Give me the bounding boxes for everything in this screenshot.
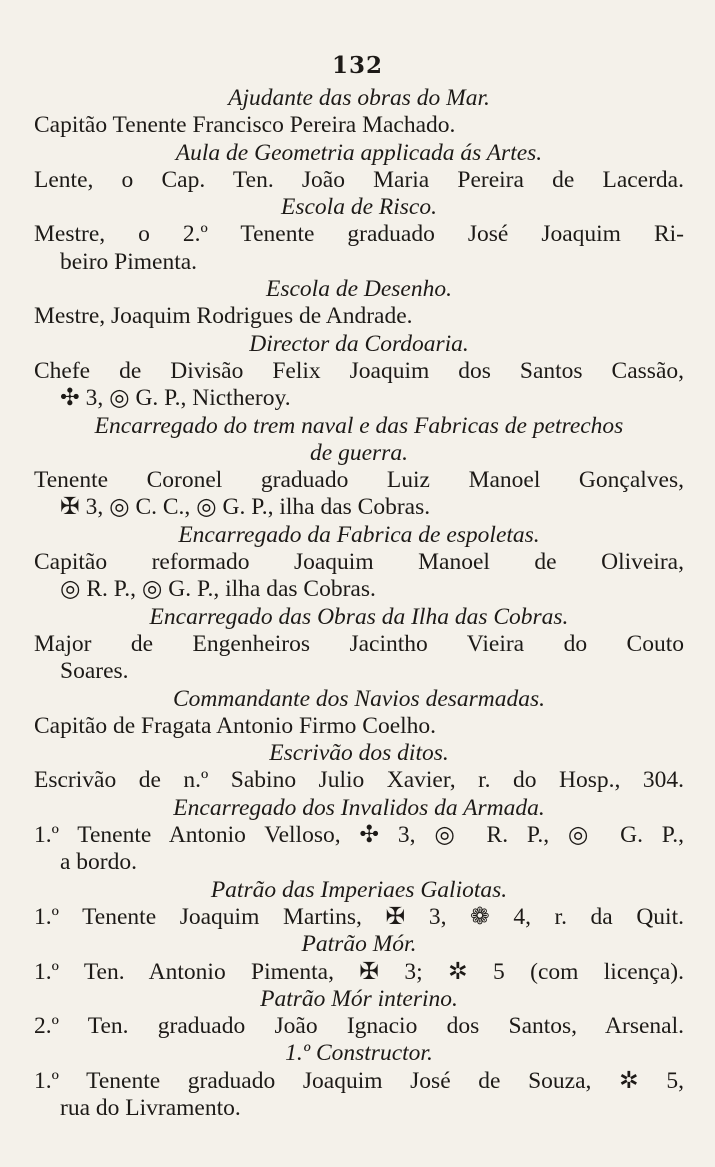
entry-line: Mestre, Joaquim Rodrigues de Andrade.	[34, 303, 413, 330]
entry-line: 2.º Ten. graduado João Ignacio dos Santos, Arsenal.	[34, 1013, 684, 1040]
section-heading: Patrão das Imperiaes Galiotas.	[210, 876, 508, 903]
section-heading: Patrão Mór interino.	[260, 985, 458, 1012]
entry-continuation: ◎ R. P., ◎ G. P., ilha das Cobras.	[60, 576, 376, 603]
section-heading: Encarregado dos Invalidos da Armada.	[173, 794, 545, 821]
section-heading: Patrão Mór.	[301, 931, 417, 958]
section-heading: Ajudante das obras do Mar.	[228, 85, 490, 111]
page-number: 132	[331, 52, 383, 79]
section-heading: Commandante dos Navios desarmadas.	[172, 685, 546, 712]
entry-line: Tenente Coronel graduado Luiz Manoel Gonçalves,	[34, 467, 684, 494]
entry-continuation: ✠ 3, ◎ C. C., ◎ G. P., ilha das Cobras.	[60, 494, 431, 521]
entry-line: Capitão Tenente Francisco Pereira Machado.	[34, 112, 456, 139]
entry-line: Major de Engenheiros Jacintho Vieira do Couto	[34, 630, 684, 657]
entry-line: Mestre, o 2.º Tenente graduado José Joaquim Ri-	[34, 221, 684, 248]
entry-line: Lente, o Cap. Ten. João Maria Pereira de Lacerda.	[34, 166, 684, 193]
section-heading: de guerra.	[310, 439, 408, 466]
section-heading: 1.º Constructor.	[285, 1040, 433, 1067]
entry-continuation: Soares.	[60, 658, 129, 685]
section-heading: Escrivão dos ditos.	[269, 740, 449, 767]
entry-continuation: ✣ 3, ◎ G. P., Nictheroy.	[60, 385, 291, 412]
entry-continuation: rua do Livramento.	[60, 1094, 241, 1121]
entry-line: 1.º Tenente Antonio Velloso, ✣ 3, ◎ R. P., ◎ G. P.,	[34, 822, 684, 849]
section-heading: Escola de Desenho.	[266, 276, 452, 303]
section-heading: Encarregado da Fabrica de espoletas.	[178, 521, 540, 548]
section-heading: Director da Cordoaria.	[249, 330, 469, 357]
section-heading: Encarregado do trem naval e das Fabricas de petrechos	[94, 412, 624, 439]
entry-line: 1.º Ten. Antonio Pimenta, ✠ 3; ✲ 5 (com licença).	[34, 958, 684, 985]
entry-line: Capitão de Fragata Antonio Firmo Coelho.	[34, 712, 437, 739]
section-heading: Aula de Geometria applicada ás Artes.	[175, 139, 543, 166]
entry-line: 1.º Tenente graduado Joaquim José de Souza, ✲ 5,	[34, 1067, 684, 1094]
entry-continuation: a bordo.	[60, 849, 138, 876]
entry-line: 1.º Tenente Joaquim Martins, ✠ 3, ❁ 4, r. da Quit.	[34, 903, 684, 930]
entry-line: Chefe de Divisão Felix Joaquim dos Santos Cassão,	[34, 357, 684, 384]
entry-line: Escrivão de n.º Sabino Julio Xavier, r. do Hosp., 304.	[34, 767, 684, 794]
section-heading: Encarregado das Obras da Ilha das Cobras.	[149, 603, 569, 630]
section-heading: Escola de Risco.	[281, 194, 437, 221]
text-body	[34, 85, 684, 1122]
entry-line: Capitão reformado Joaquim Manoel de Oliveira,	[34, 549, 684, 576]
entry-continuation: beiro Pimenta.	[60, 248, 198, 275]
